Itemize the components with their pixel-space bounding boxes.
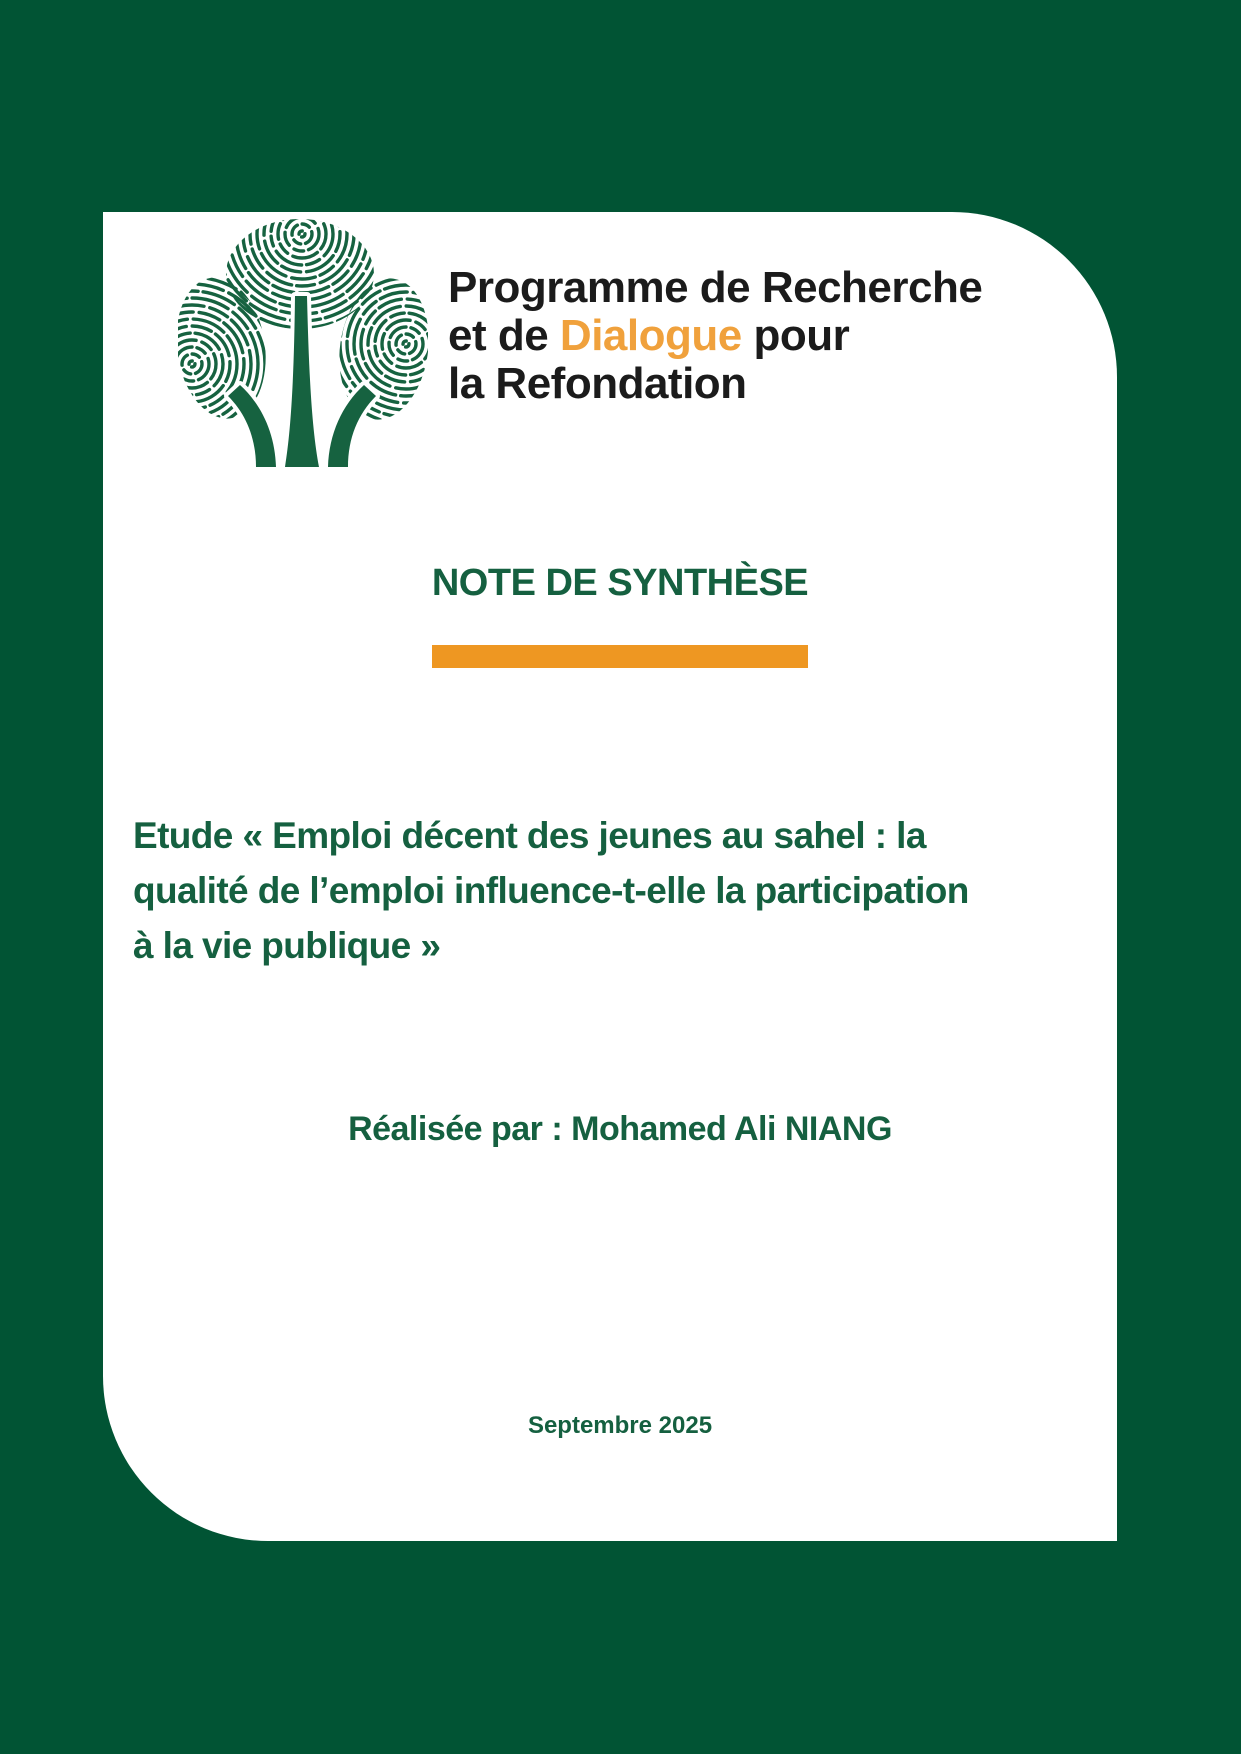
study-title-line1: Etude « Emploi décent des jeunes au sahel : la — [133, 815, 926, 856]
organization-name-line2 — [448, 312, 982, 360]
study-title — [133, 808, 1103, 973]
accent-bar — [432, 645, 808, 668]
organization-name — [448, 264, 982, 408]
study-title-line2: qualité de l’emploi influence-t-elle la participation — [133, 870, 969, 911]
organization-name-line2-highlight: Dialogue — [559, 311, 742, 360]
organization-name-line1: Programme de Recherche — [448, 263, 983, 312]
document-type-heading: NOTE DE SYNTHÈSE — [431, 562, 809, 604]
organization-name-line2-suffix: pour — [741, 311, 850, 360]
organization-name-line2-prefix: et de — [448, 311, 560, 360]
study-title-line3: à la vie publique » — [133, 925, 441, 966]
cover-card — [103, 212, 1117, 1541]
author-line: Réalisée par : Mohamed Ali NIANG — [348, 1110, 892, 1148]
organization-name-line3: la Refondation — [448, 359, 747, 408]
date-line: Septembre 2025 — [527, 1412, 713, 1439]
fingerprint-trees-icon — [178, 218, 428, 468]
